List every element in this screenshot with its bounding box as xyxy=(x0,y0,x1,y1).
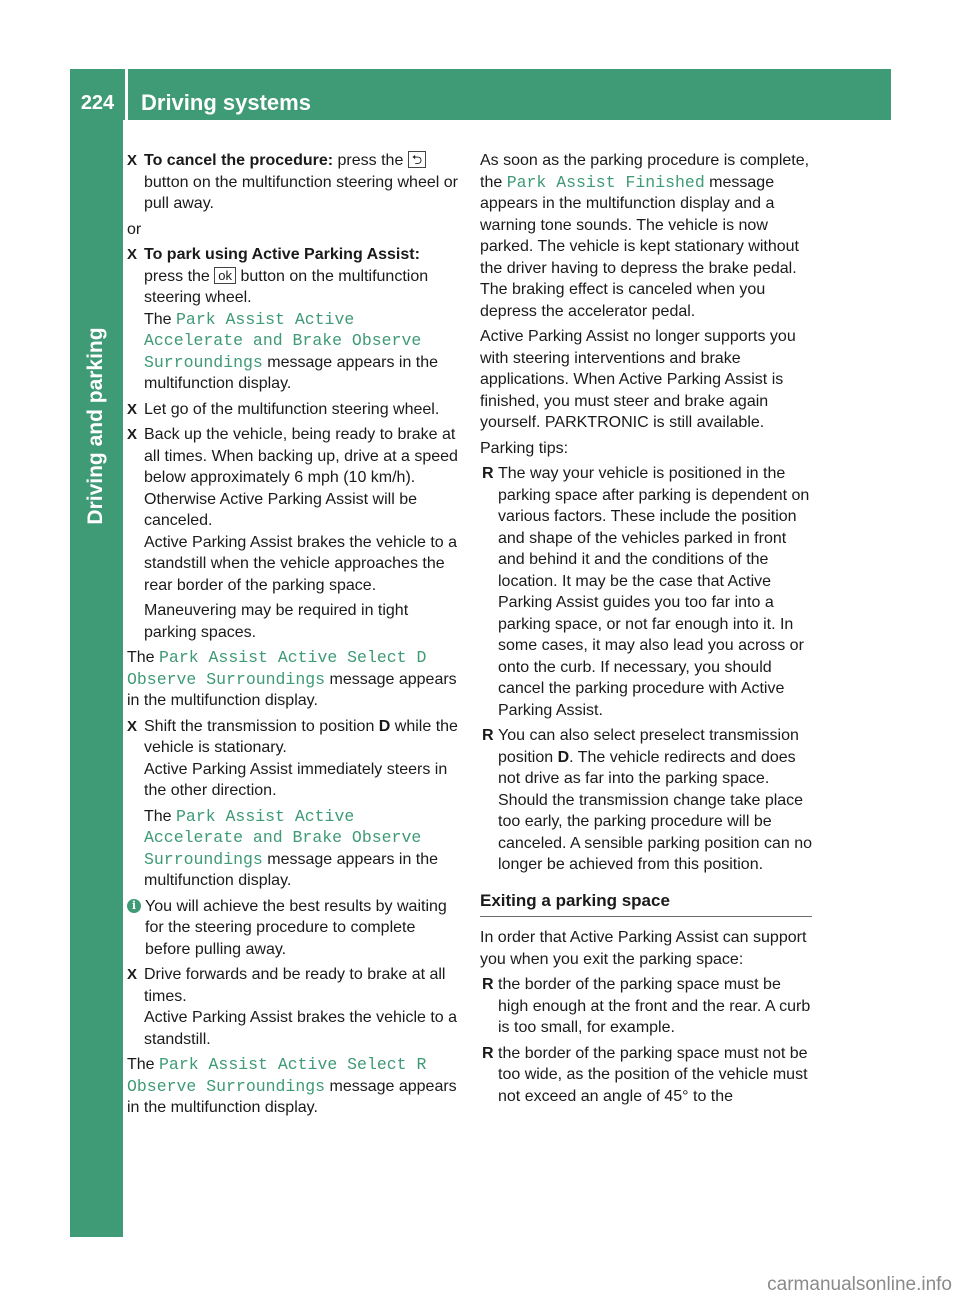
step-marker-icon: X xyxy=(127,966,138,983)
paragraph: Active Parking Assist no longer supports you with steering interventions and brake applications. When Active Parking Assist is finished, you must steer and brake again yourself. PARKTRONIC is still available. xyxy=(480,328,796,431)
page-number: 224 xyxy=(80,92,115,114)
display-message: Park Assist Active Select R Observe Surroundings xyxy=(127,1055,427,1096)
step-marker-icon: X xyxy=(127,246,138,263)
display-message: Park Assist Active Accelerate and Brake Observe Surroundings xyxy=(144,309,422,372)
tips-label: Parking tips: xyxy=(480,439,569,457)
back-button-icon: ⮌ xyxy=(408,151,426,168)
step-label: To cancel the procedure: xyxy=(144,152,334,169)
display-message: Park Assist Active Accelerate and Brake Observe Surroundings xyxy=(144,806,422,869)
step-marker-icon: X xyxy=(127,152,138,169)
display-message: Park Assist Finished xyxy=(506,172,705,192)
step-shift-d: X Shift the transmission to position D while the vehicle is stationary. Active Parking Assist immediately steers in the other direction. The Park Assist Active Accelerate and Brake Observe Surroundings message appears in the multifunction display. xyxy=(127,717,458,889)
display-message-line: The Park Assist Active Select D Observe Surroundings message appears in the multifunction display. xyxy=(127,648,457,709)
step-back-up: X Back up the vehicle, being ready to brake at all times. When backing up, drive at a speed below approximately 6 mph (10 km/h). Otherwise Active Parking Assist will be canceled. Active Parking Assist brakes the vehicle to a standstill when the vehicle approaches the rear border of the parking space. Maneuvering may be required in tight parking spaces. xyxy=(127,426,458,641)
step-drive-forward: X Drive forwards and be ready to brake at all times. Active Parking Assist brakes the vehicle to a standstill. xyxy=(127,966,458,1048)
header-divider xyxy=(125,69,128,120)
subheading: Exiting a parking space xyxy=(480,890,812,918)
step-marker-icon: X xyxy=(127,426,138,443)
right-column xyxy=(480,150,812,1111)
paragraph: As soon as the parking procedure is complete, the Park Assist Finished message appears in the multifunction display and a warning tone sounds. The vehicle is now parked. The vehicle is kept stationary without the driver having to depress the brake pedal. The braking effect is canceled when you depress the accelerator pedal. xyxy=(480,152,810,320)
left-column xyxy=(127,150,461,1123)
condition-item: R the border of the parking space must be high enough at the front and the rear. A curb is too small, for example. xyxy=(482,976,811,1036)
step-label: To park using Active Parking Assist: xyxy=(144,246,420,263)
tip-item: R The way your vehicle is positioned in the parking space after parking is dependent on various factors. These include the position and shape of the vehicles parked in front and behind it and the conditions of the location. It may be the case that Active Parking Assist guides you too far into a parking space, or not far enough into it. In some cases, it may also lead you across or onto the curb. If necessary, you should cancel the parking procedure with Active Parking Assist. xyxy=(482,465,810,719)
side-chapter-label: Driving and parking xyxy=(84,327,107,525)
ok-button-icon: ok xyxy=(214,267,236,284)
side-tab xyxy=(70,120,123,1237)
step-marker-icon: X xyxy=(127,717,138,735)
watermark: carmanualsonline.info xyxy=(767,1274,952,1295)
bullet-icon: R xyxy=(482,465,494,482)
display-message-line: The Park Assist Active Select R Observe Surroundings message appears in the multifunction display. xyxy=(127,1055,457,1116)
info-note: i You will achieve the best results by waiting for the steering procedure to complete before pulling away. xyxy=(127,896,461,961)
info-icon: i xyxy=(127,899,141,913)
condition-item: R the border of the parking space must not be too wide, as the position of the vehicle must not exceed an angle of 45° to the xyxy=(482,1044,808,1105)
or-text: or xyxy=(127,220,142,238)
step-park: X To park using Active Parking Assist: press the ok button on the multifunction steering wheel. The Park Assist Active Accelerate and Brake Observe Surroundings message appears in the multifunction display. xyxy=(127,244,461,395)
step-cancel: X To cancel the procedure: press the ⮌ button on the multifunction steering wheel or pull away. xyxy=(127,152,458,212)
step-let-go: X Let go of the multifunction steering wheel. xyxy=(127,399,461,421)
tip-item: R You can also select preselect transmission position D. The vehicle redirects and does not drive as far into the parking space. Should the transmission change take place too early, the parking procedure will be canceled. A sensible parking position can no longer be achieved from this position. xyxy=(482,727,812,873)
bullet-icon: R xyxy=(482,1044,494,1062)
bullet-icon: R xyxy=(482,976,494,993)
bullet-icon: R xyxy=(482,727,494,744)
step-marker-icon: X xyxy=(127,400,138,418)
section-title: Driving systems xyxy=(141,90,311,115)
paragraph: In order that Active Parking Assist can support you when you exit the parking space: xyxy=(480,929,807,968)
display-message: Park Assist Active Select D Observe Surroundings xyxy=(127,648,427,689)
